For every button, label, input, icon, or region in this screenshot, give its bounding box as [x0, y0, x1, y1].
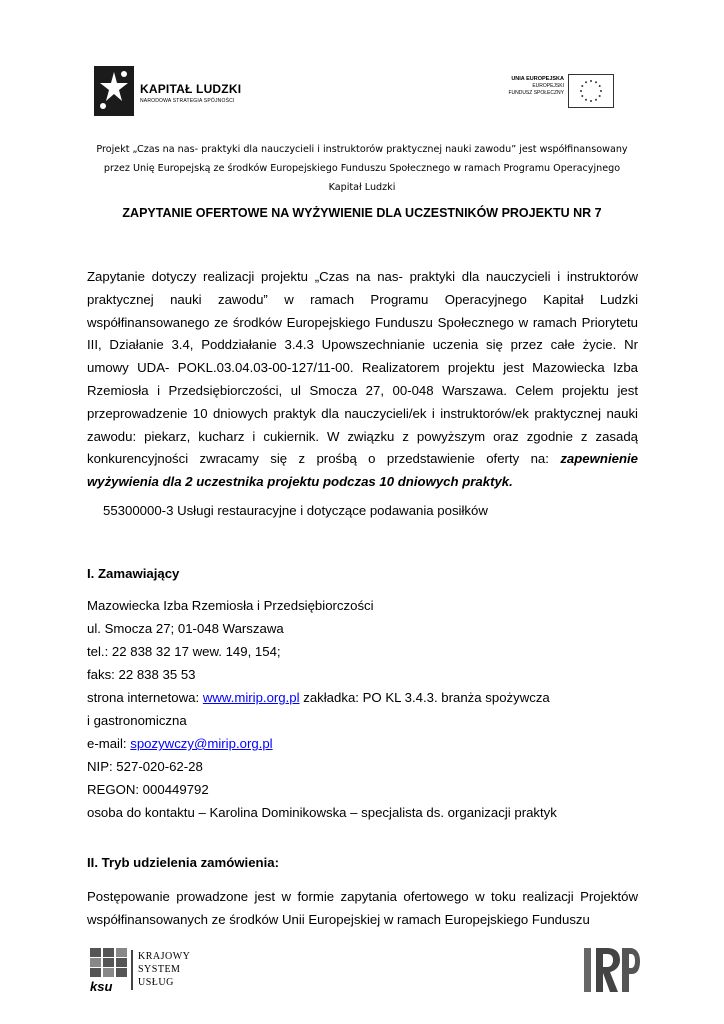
ksu-text: [138, 950, 190, 989]
ksu-grid-icon: [90, 948, 128, 978]
orderer-contact-person: osoba do kontaktu – Karolina Dominikowska – specjalista ds. organizacji praktyk: [87, 805, 557, 820]
ksu-line1: KRAJOWY: [138, 951, 191, 962]
section-heading-tryb: II. Tryb udzielenia zamówienia:: [87, 855, 279, 870]
ksu-logo: [90, 948, 200, 994]
project-cofinancing-note: Projekt „Czas na nas- praktyki dla nauczycieli i instruktorów praktycznej nauki zawodu” jest współfinansowany przez Unię Europejską ze środków Europejskiego Funduszu Społecznego w ramach Programu Operacyjnego Kapitał Ludzki: [96, 144, 628, 193]
orderer-fax: faks: 22 838 35 53: [87, 667, 196, 682]
eu-logo-line2: EUROPEJSKI: [532, 83, 564, 89]
eu-logo-line1: UNIA EUROPEJSKA: [511, 76, 564, 82]
orderer-phone: tel.: 22 838 32 17 wew. 149, 154;: [87, 644, 281, 659]
orderer-name: Mazowiecka Izba Rzemiosła i Przedsiębiorczości: [87, 598, 374, 613]
eu-logo-line3: FUNDUSZ SPOŁECZNY: [508, 90, 564, 96]
document-title: ZAPYTANIE OFERTOWE NA WYŻYWIENIE DLA UCZESTNIKÓW PROJEKTU NR 7: [122, 206, 602, 220]
kapital-ludzki-title: KAPITAŁ LUDZKI: [140, 82, 242, 96]
email-link[interactable]: spozywczy@mirip.org.pl: [130, 736, 273, 751]
website-label: strona internetowa:: [87, 690, 203, 705]
ksu-wordmark: ksu: [90, 979, 113, 994]
section-heading-zamawiajacy: I. Zamawiający: [87, 566, 180, 581]
kapital-ludzki-logo: [90, 62, 250, 120]
kapital-ludzki-emblem-icon: [94, 66, 134, 116]
eu-flag-icon: [568, 74, 614, 108]
orderer-website-continuation: i gastronomiczna: [87, 713, 187, 728]
kapital-ludzki-subtitle: NARODOWA STRATEGIA SPÓJNOŚCI: [140, 98, 235, 104]
orderer-email-line: [87, 736, 273, 751]
website-link[interactable]: www.mirip.org.pl: [202, 690, 300, 705]
irp-logo-icon: [582, 940, 640, 1000]
orderer-nip: NIP: 527-020-62-28: [87, 759, 203, 774]
ksu-line2: SYSTEM: [138, 964, 181, 975]
ksu-line3: USŁUG: [138, 977, 174, 988]
eu-logo: [492, 74, 614, 108]
cpv-code-line: 55300000-3 Usługi restauracyjne i dotyczące podawania posiłków: [103, 503, 488, 518]
intro-paragraph: [87, 266, 638, 494]
orderer-address: ul. Smocza 27; 01-048 Warszawa: [87, 621, 284, 636]
intro-text: Zapytanie dotyczy realizacji projektu „Czas na nas- praktyki dla nauczycieli i instruktorów praktycznej nauki zawodu” w ramach Programu Operacyjnego Kapitał Ludzki współfinansowanego ze środków Europejskiego Funduszu Społecznego w ramach Priorytetu III, Działanie 3.4, Poddziałanie 3.4.3 Upowszechnianie uczenia się przez całe życie. Nr umowy UDA- POKL.03.04.03-00-127/11-00. Realizatorem projektu jest Mazowiecka Izba Rzemiosła i Przedsiębiorczości, ul Smocza 27, 00-048 Warszawa. Celem projektu jest przeprowadzenie 10 dniowych praktyk dla nauczycieli/ek i instruktorów/ek praktycznej nauki zawodu: piekarz, kucharz i cukiernik. W związku z powyższym oraz zgodnie z zasadą konkurencyjności zwracamy się z prośbą o przedstawienie oferty na:: [87, 269, 638, 467]
orderer-regon: REGON: 000449792: [87, 782, 209, 797]
intro-emphasis: zapewnienie wyżywienia dla 2 uczestnika projektu podczas 10 dniowych praktyk.: [87, 451, 638, 490]
ksu-divider: [131, 950, 133, 990]
website-after: zakładka: PO KL 3.4.3. branża spożywcza: [299, 690, 550, 705]
orderer-website-line: [87, 690, 550, 705]
email-label: e-mail:: [87, 736, 131, 751]
section2-paragraph: Postępowanie prowadzone jest w formie zapytania ofertowego w toku realizacji Projektów współfinansowanych ze środków Unii Europejskiej w ramach Europejskiego Funduszu: [87, 889, 638, 927]
eu-logo-text: [508, 76, 564, 97]
